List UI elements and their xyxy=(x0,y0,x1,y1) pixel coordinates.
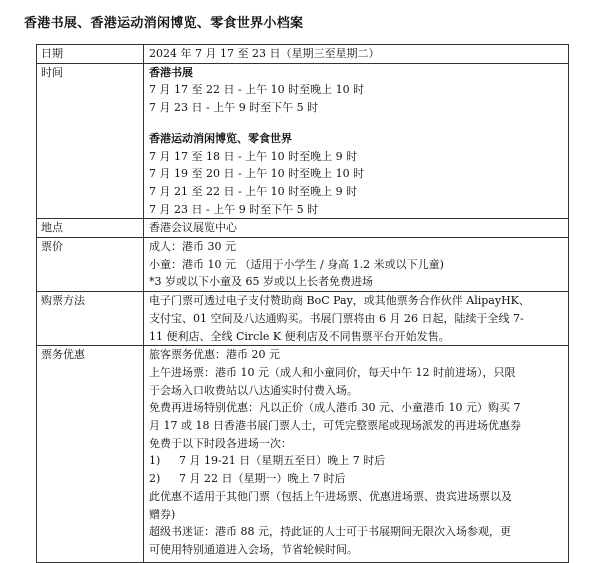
offer-item-1: 1) 7 月 19-21 日（星期五至日）晚上 7 时后 xyxy=(149,454,386,468)
row-price xyxy=(37,238,569,292)
offers-label: 票务优惠 xyxy=(37,346,144,562)
sports-expo-time-4: 7 月 23 日 - 上午 9 时至下午 5 时 xyxy=(149,202,319,216)
offer-exclusion-1: 此优惠不适用于其他门票（包括上午进场票、优惠进场票、贵宾进场票以及 xyxy=(149,489,512,503)
venue-value: 香港会议展览中心 xyxy=(144,219,569,238)
offer-morning-1: 上午进场票：港币 10 元（成人和小童同价，每天中午 12 时前进场），只限 xyxy=(149,365,516,379)
price-adult: 成人：港币 30 元 xyxy=(149,240,236,254)
offer-morning-2: 于会场入口收费站以八达通实时付费入场。 xyxy=(149,383,358,397)
page-title: 香港书展、香港运动消闲博览、零食世界小档案 xyxy=(24,16,304,31)
book-fair-time-1: 7 月 17 至 22 日 - 上午 10 时至晚上 10 时 xyxy=(149,83,365,97)
sports-expo-time-1: 7 月 17 至 18 日 - 上午 10 时至晚上 9 时 xyxy=(149,149,358,163)
price-label: 票价 xyxy=(37,238,144,292)
info-table xyxy=(36,44,569,563)
book-fair-title: 香港书展 xyxy=(149,65,193,79)
price-value xyxy=(144,238,569,292)
date-label: 日期 xyxy=(37,45,144,64)
sports-expo-time-3: 7 月 21 至 22 日 - 上午 10 时至晚上 9 时 xyxy=(149,184,358,198)
row-date xyxy=(37,45,569,64)
row-offers xyxy=(37,346,569,562)
date-value: 2024 年 7 月 17 至 23 日（星期三至星期二） xyxy=(144,45,569,64)
sports-expo-title: 香港运动消闲博览、零食世界 xyxy=(149,131,292,145)
offer-visitor: 旅客票务优惠：港币 20 元 xyxy=(149,348,280,362)
row-purchase xyxy=(37,292,569,346)
offer-reentry-2: 月 17 或 18 日香港书展门票人士，可凭完整票尾或现场派发的再进场优惠券 xyxy=(149,419,521,433)
purchase-label: 购票方法 xyxy=(37,292,144,346)
price-child: 小童：港币 10 元 （适用于小学生 / 身高 1.2 米或以下儿童) xyxy=(149,257,444,271)
offer-reentry-3: 免费于以下时段各进场一次： xyxy=(149,436,292,450)
time-value xyxy=(144,63,569,219)
row-venue xyxy=(37,219,569,238)
purchase-line-3: 11 便利店、全线 Circle K 便利店及不同售票平台开始发售。 xyxy=(149,329,450,343)
sports-expo-time-2: 7 月 19 至 20 日 - 上午 10 时至晚上 10 时 xyxy=(149,167,365,181)
time-label: 时间 xyxy=(37,63,144,219)
offer-item-2: 2) 7 月 22 日（星期一）晚上 7 时后 xyxy=(149,472,346,486)
venue-label: 地点 xyxy=(37,219,144,238)
offers-value xyxy=(144,346,569,562)
purchase-line-2: 支付宝、01 空间及八达通购买。书展门票将由 6 月 26 日起，陆续于全线 7- xyxy=(149,311,524,325)
purchase-line-1: 电子门票可透过电子支付赞助商 BoC Pay，或其他票务合作伙伴 AlipayHK、 xyxy=(149,294,530,308)
book-fair-time-2: 7 月 23 日 - 上午 9 时至下午 5 时 xyxy=(149,101,319,115)
offer-exclusion-2: 赠券) xyxy=(149,507,176,521)
offer-reentry-1: 免费再进场特别优惠：凡以正价（成人港币 30 元、小童港币 10 元）购买 7 xyxy=(149,401,521,415)
offer-superfan-2: 可使用特别通道进入会场，节省轮候时间。 xyxy=(149,542,358,556)
price-free-note: *3 岁或以下小童及 65 岁或以上长者免费进场 xyxy=(149,275,373,289)
offer-superfan-1: 超级书迷证：港币 88 元，持此证的人士可于书展期间无限次入场参观，更 xyxy=(149,525,511,539)
row-time xyxy=(37,63,569,219)
purchase-value xyxy=(144,292,569,346)
